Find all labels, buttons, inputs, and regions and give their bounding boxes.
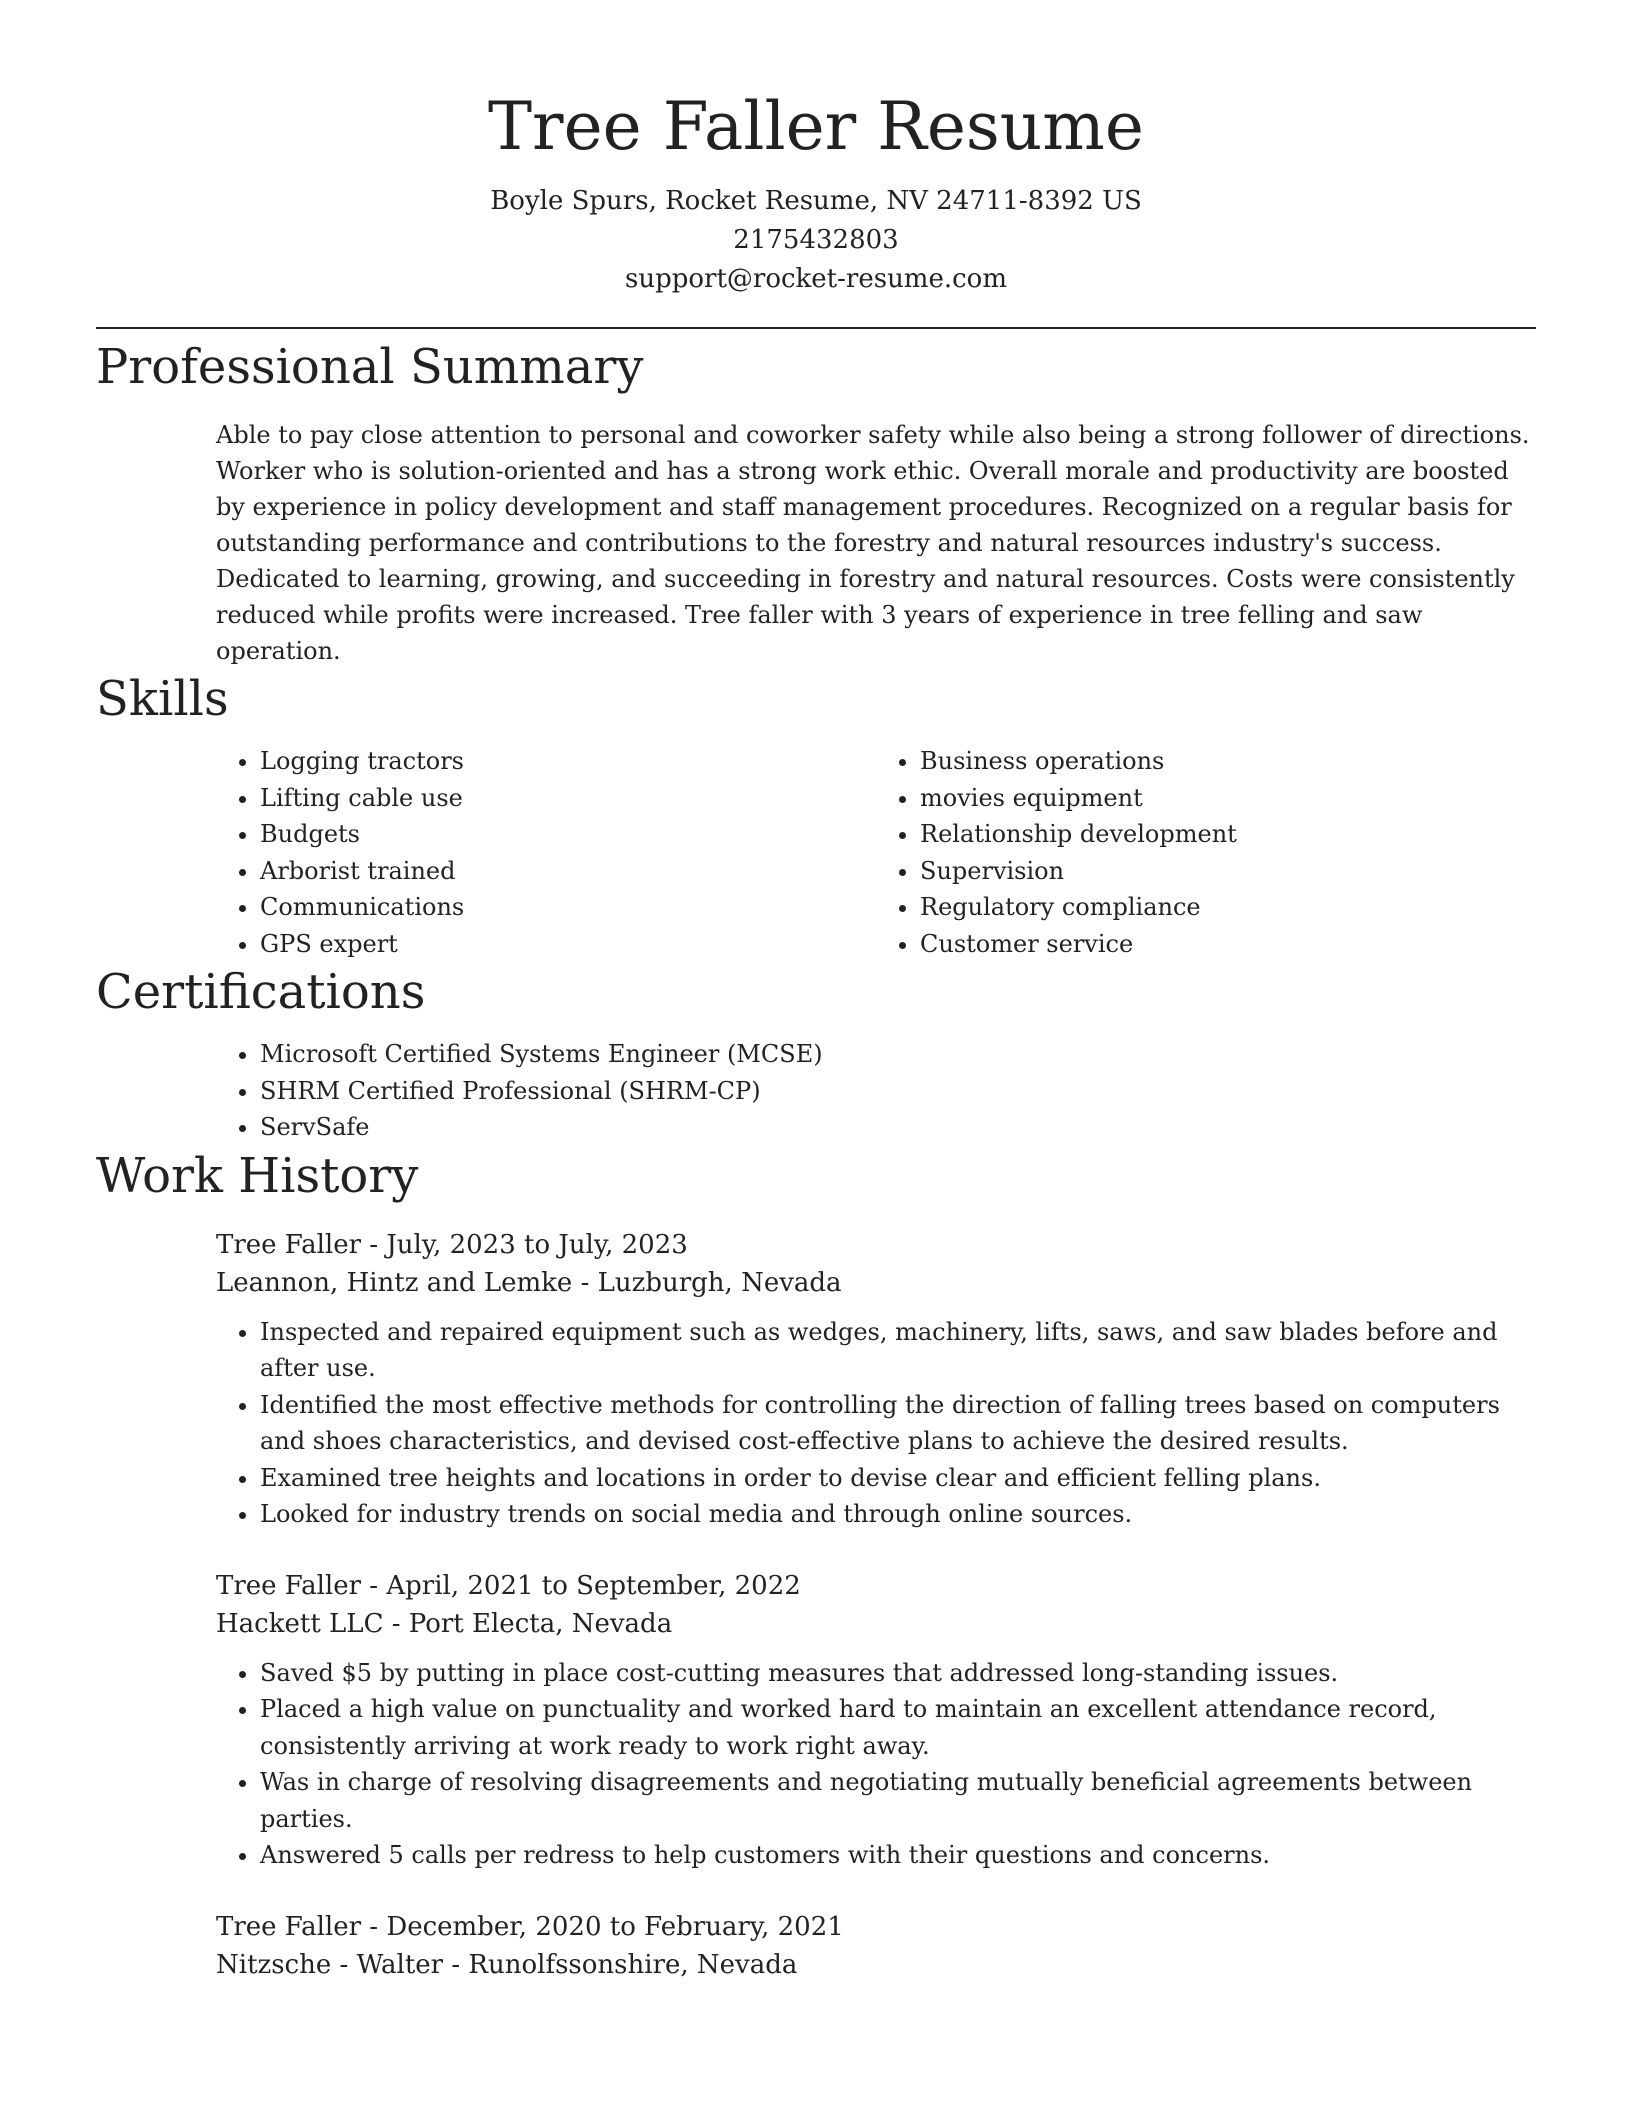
job-entry xyxy=(216,1226,1536,1533)
certification-item: • Microsoft Certified Systems Engineer (MCSE) xyxy=(260,1036,1536,1073)
job-bullet: • Was in charge of resolving disagreements and negotiating mutually beneficial agreements between parties. xyxy=(260,1764,1536,1837)
skill-item: • Relationship development xyxy=(920,816,1536,853)
job-title-line: Tree Faller - April, 2021 to September, 2022 xyxy=(216,1570,801,1601)
job-bullet: • Placed a high value on punctuality and worked hard to maintain an excellent attendance record, consistently arriving at work ready to work right away. xyxy=(260,1691,1536,1764)
resume-header xyxy=(96,0,1536,299)
summary-heading: Professional Summary xyxy=(96,339,644,395)
skills-heading: Skills xyxy=(96,671,229,727)
header-divider xyxy=(96,327,1536,329)
job-company-line: Hackett LLC - Port Electa, Nevada xyxy=(216,1608,673,1639)
job-title-line: Tree Faller - December, 2020 to February, 2021 xyxy=(216,1911,844,1942)
certifications-list xyxy=(96,1036,1536,1146)
summary-text: Able to pay close attention to personal and coworker safety while also being a strong follower of directions. Worker who is solution-oriented and has a strong work ethic. Overall morale and productivity are boosted by experience in policy development and staff management procedures. Recognized on a regular basis for outstanding performance and contributions to the forestry and natural resources industry's success. Dedicated to learning, growing, and succeeding in forestry and natural resources. Costs were consistently reduced while profits were increased. Tree faller with 3 years of experience in tree felling and saw operation. xyxy=(216,421,1530,665)
skill-item: • Communications xyxy=(260,889,876,926)
job-bullet: • Looked for industry trends on social media and through online sources. xyxy=(260,1496,1536,1533)
job-title-line: Tree Faller - July, 2023 to July, 2023 xyxy=(216,1229,688,1260)
email-line: support@rocket-resume.com xyxy=(624,264,1007,294)
skill-item: • Customer service xyxy=(920,926,1536,963)
address-line: Boyle Spurs, Rocket Resume, NV 24711-8392 US xyxy=(490,186,1142,216)
contact-block xyxy=(96,182,1536,299)
skill-item: • Regulatory compliance xyxy=(920,889,1536,926)
job-entry xyxy=(216,1567,1536,1874)
phone-line: 2175432803 xyxy=(733,225,899,255)
certifications-heading: Certifications xyxy=(96,964,426,1020)
skills-grid xyxy=(96,743,1536,962)
skill-item: • GPS expert xyxy=(260,926,876,963)
work-history-heading: Work History xyxy=(96,1147,419,1204)
job-bullet: • Identified the most effective methods for controlling the direction of falling trees based on computers and shoes characteristics, and devised cost-effective plans to achieve the desired results. xyxy=(260,1387,1536,1460)
skill-item: • Supervision xyxy=(920,853,1536,890)
skill-item: • movies equipment xyxy=(920,780,1536,817)
job-bullet: • Saved $5 by putting in place cost-cutting measures that addressed long-standing issues. xyxy=(260,1655,1536,1692)
skill-item: • Logging tractors xyxy=(260,743,876,780)
job-entry xyxy=(216,1908,1536,1984)
skills-list-right xyxy=(876,743,1536,962)
job-bullet: • Answered 5 calls per redress to help customers with their questions and concerns. xyxy=(260,1837,1536,1874)
certification-item: • ServSafe xyxy=(260,1109,1536,1146)
job-company-line: Leannon, Hintz and Lemke - Luzburgh, Nevada xyxy=(216,1267,842,1298)
skills-list-left xyxy=(96,743,876,962)
skill-item: • Business operations xyxy=(920,743,1536,780)
resume-title: Tree Faller Resume xyxy=(488,88,1144,165)
job-bullet: • Examined tree heights and locations in order to devise clear and efficient felling plans. xyxy=(260,1460,1536,1497)
skill-item: • Arborist trained xyxy=(260,853,876,890)
skill-item: • Lifting cable use xyxy=(260,780,876,817)
job-company-line: Nitzsche - Walter - Runolfssonshire, Nevada xyxy=(216,1949,798,1980)
job-bullets xyxy=(216,1314,1536,1533)
resume-page xyxy=(96,0,1536,1984)
job-bullets xyxy=(216,1655,1536,1874)
job-bullet: • Inspected and repaired equipment such as wedges, machinery, lifts, saws, and saw blades before and after use. xyxy=(260,1314,1536,1387)
certification-item: • SHRM Certified Professional (SHRM-CP) xyxy=(260,1073,1536,1110)
skill-item: • Budgets xyxy=(260,816,876,853)
